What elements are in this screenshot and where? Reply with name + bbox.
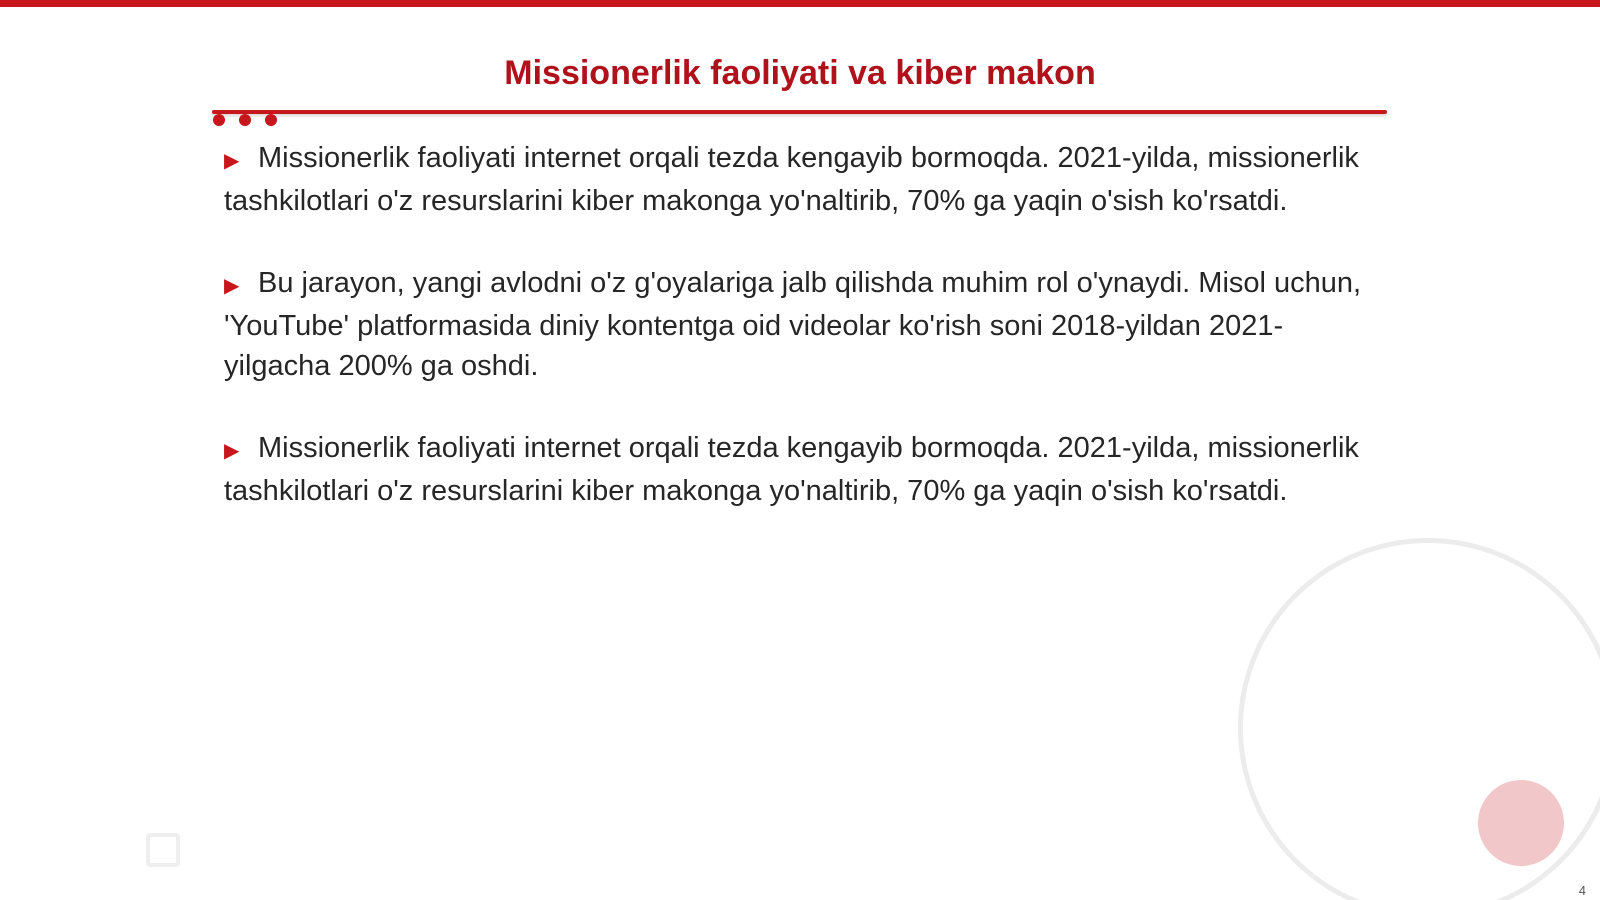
bullet-text: Missionerlik faoliyati internet orqali tezda kengayib bormoqda. 2021-yilda, missionerlik tashkilotlari o'z resurslarini kiber makonga yo'naltirib, 70% ga yaqin o'sish ko'rsatdi. — [224, 432, 1359, 507]
bullet-item — [224, 428, 1374, 511]
bullet-list — [224, 138, 1374, 511]
bullet-arrow-icon: ▶ — [224, 150, 240, 172]
decor-dot-2 — [239, 114, 251, 126]
bullet-text: Missionerlik faoliyati internet orqali tezda kengayib bormoqda. 2021-yilda, missionerlik tashkilotlari o'z resurslarini kiber makonga yo'naltirib, 70% ga yaqin o'sish ko'rsatdi. — [224, 142, 1359, 217]
bullet-text: Bu jarayon, yangi avlodni o'z g'oyalariga jalb qilishda muhim rol o'ynaydi. Misol uchun, 'YouTube' platformasida diniy kontentga oid videolar ko'rish soni 2018-yildan 2021-yilgacha 200% ga oshdi. — [224, 267, 1362, 382]
decor-square — [146, 833, 180, 867]
top-accent-bar — [0, 0, 1600, 7]
bullet-arrow-icon: ▶ — [224, 275, 240, 297]
bullet-item — [224, 263, 1374, 386]
bullet-item — [224, 138, 1374, 221]
page-number: 4 — [1578, 883, 1586, 898]
decor-dot-1 — [213, 114, 225, 126]
bullet-arrow-icon: ▶ — [224, 440, 240, 462]
slide-title: Missionerlik faoliyati va kiber makon — [504, 54, 1096, 92]
decor-pink-circle — [1478, 780, 1564, 866]
decor-dot-3 — [265, 114, 277, 126]
title-underline — [212, 110, 1387, 114]
